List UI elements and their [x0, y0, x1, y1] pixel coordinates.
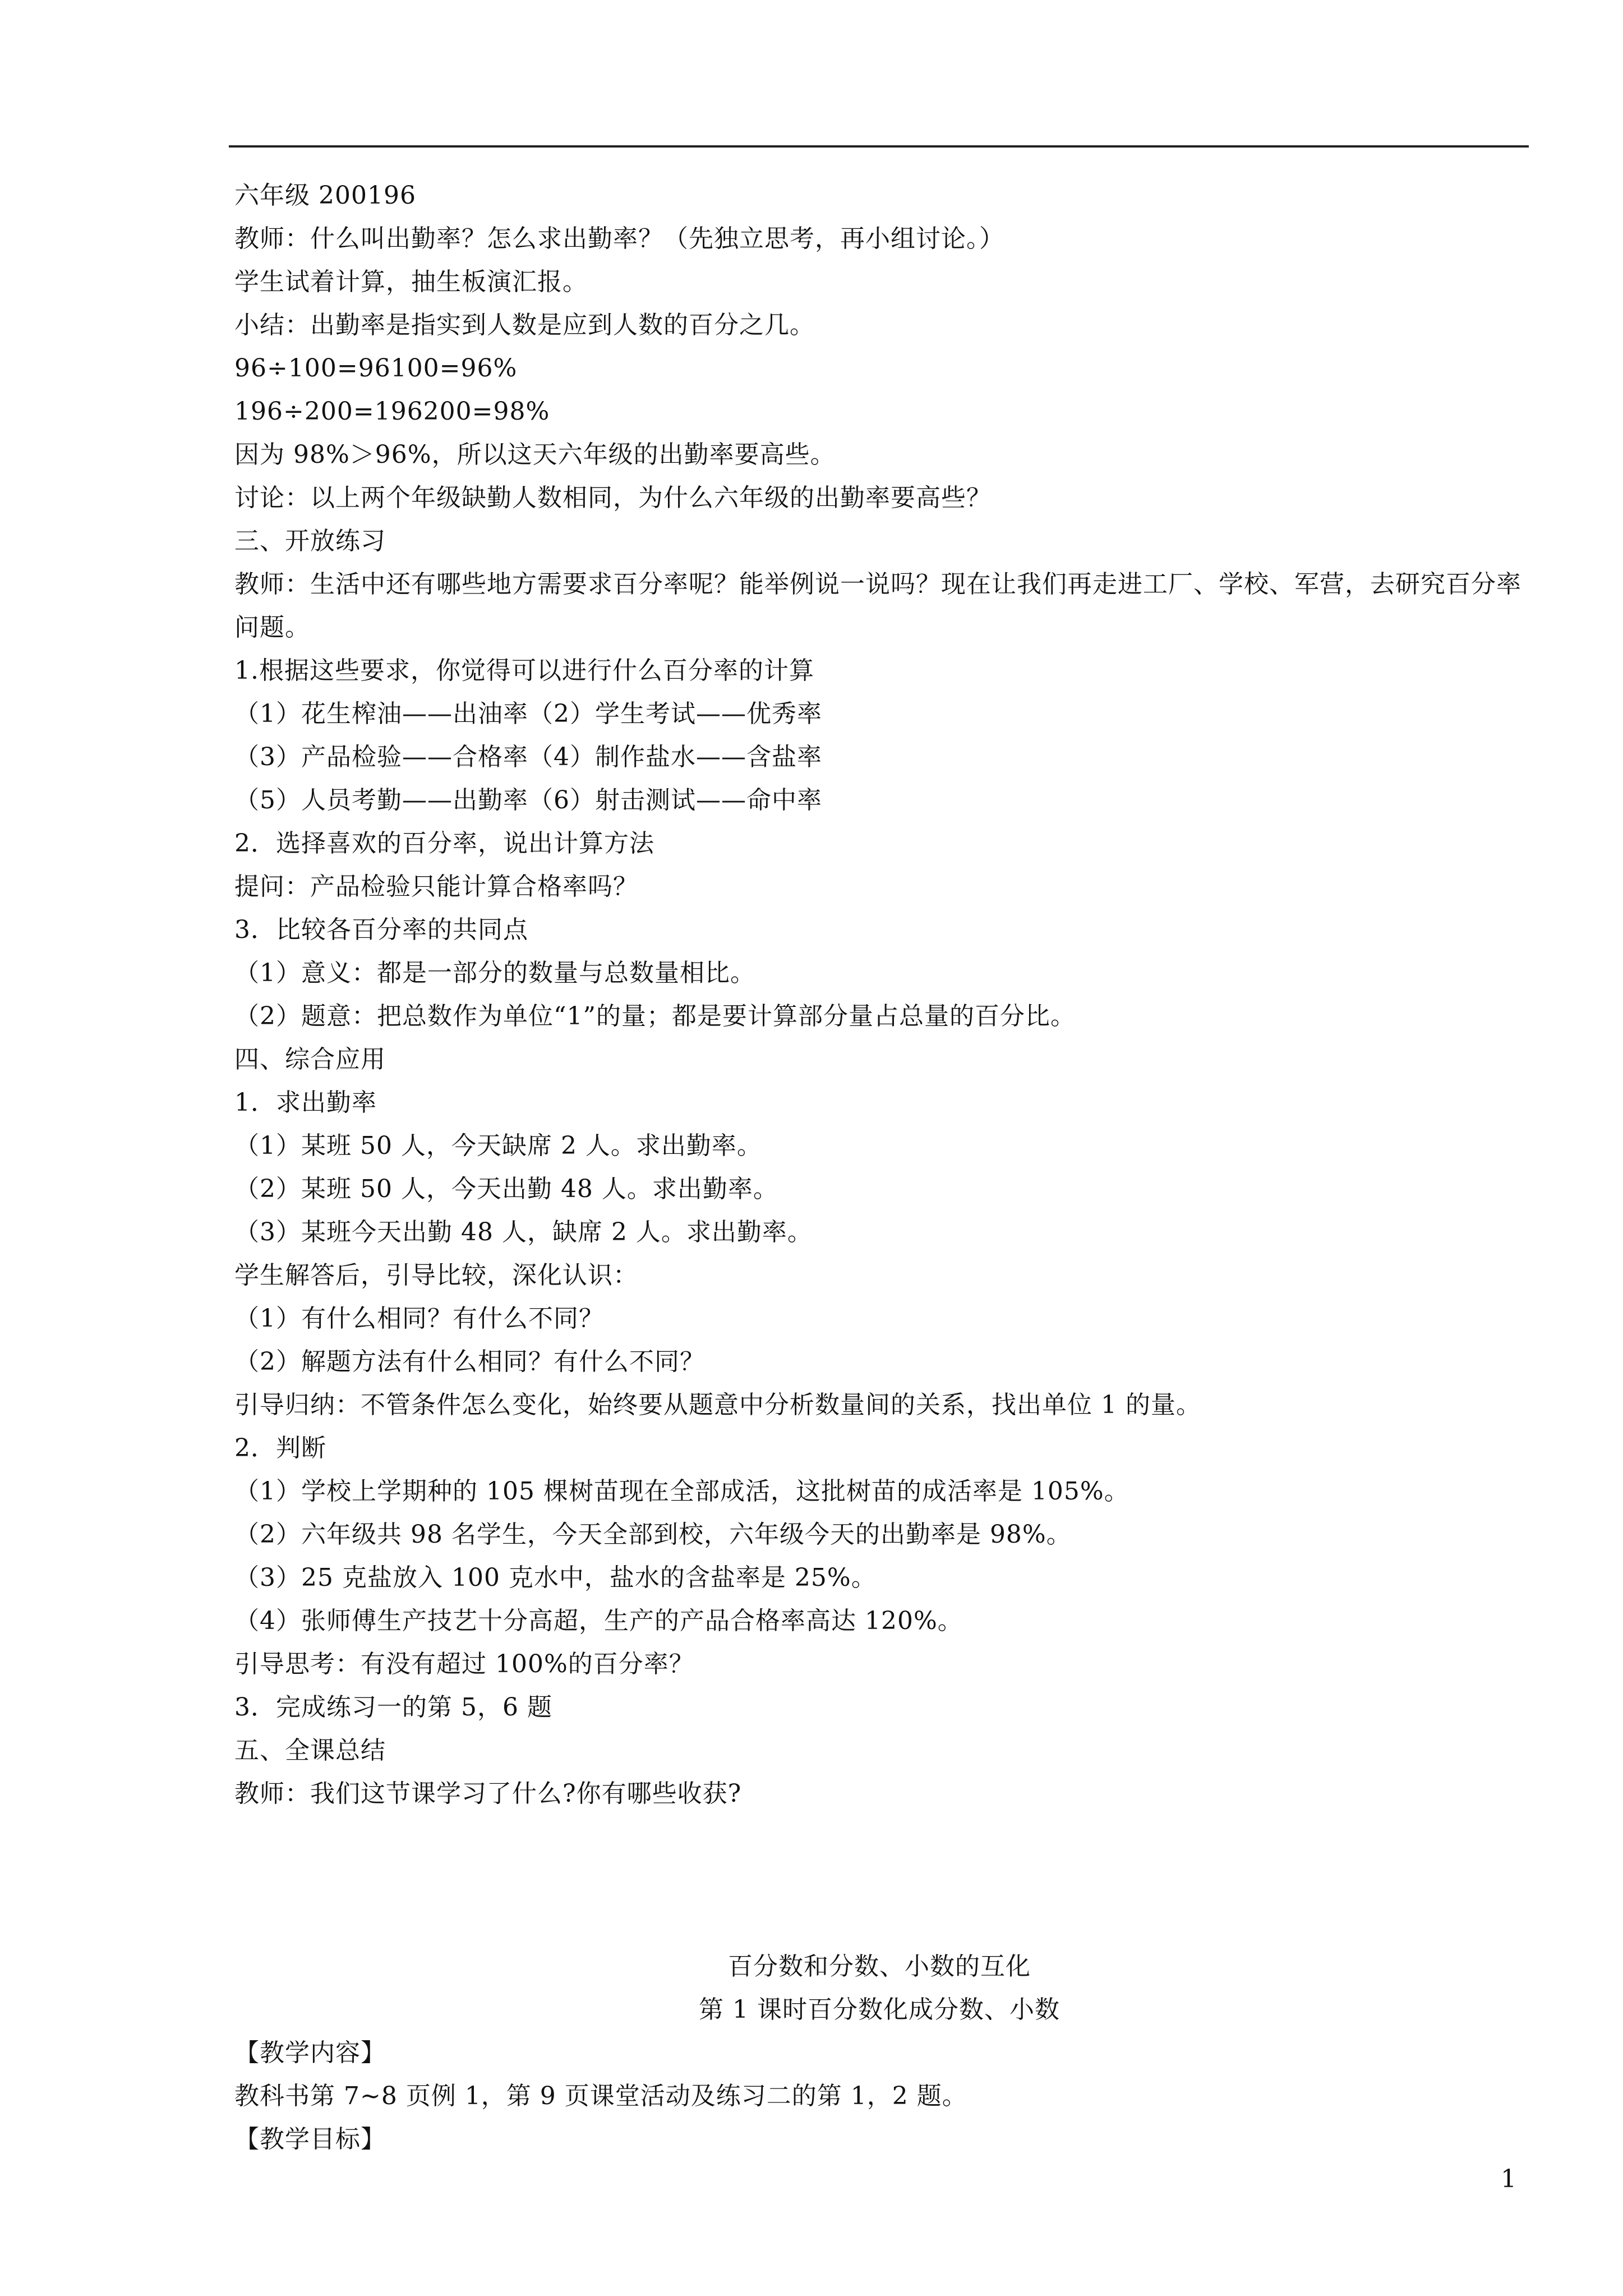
text-line: 1．求出勤率	[234, 1088, 377, 1117]
text-line: 因为 98%＞96%，所以这天六年级的出勤率要高些。	[234, 440, 836, 469]
text-line: （3）25 克盐放入 100 克水中，盐水的含盐率是 25%。	[234, 1563, 877, 1592]
text-line: （1）花生榨油——出油率（2）学生考试——优秀率	[234, 700, 822, 728]
text-line: （1）学校上学期种的 105 棵树苗现在全部成活，这批树苗的成活率是 105%。	[234, 1477, 1129, 1506]
text-line: 学生解答后，引导比较，深化认识：	[234, 1261, 638, 1290]
text-line: （3）某班今天出勤 48 人，缺席 2 人。求出勤率。	[234, 1218, 813, 1246]
paragraph-open-practice: 教师：生活中还有哪些地方需要求百分率呢？能举例说一说吗？现在让我们再走进工厂、学校、军营，去研究百分率问题。	[234, 570, 1521, 642]
text-line: 六年级 200196	[234, 181, 416, 210]
text-line: 小结：出勤率是指实到人数是应到人数的百分之几。	[234, 311, 815, 339]
text-line: 96÷100=96100=96%	[234, 354, 518, 383]
text-line: （2）六年级共 98 名学生，今天全部到校，六年级今天的出勤率是 98%。	[234, 1520, 1072, 1549]
lesson-part-3	[234, 2031, 1524, 2161]
document-body	[234, 174, 1524, 2161]
text-line: 196÷200=196200=98%	[234, 397, 550, 426]
text-line: （1）意义：都是一部分的数量与总数量相比。	[234, 959, 755, 987]
text-line: （2）解题方法有什么相同？有什么不同？	[234, 1347, 705, 1376]
section-title: 百分数和分数、小数的互化	[728, 1952, 1031, 1981]
text-line: （3）产品检验——合格率（4）制作盐水——含盐率	[234, 743, 822, 771]
text-line: 学生试着计算，抽生板演汇报。	[234, 268, 588, 296]
section-spacer	[234, 1815, 1524, 1945]
text-line: 【教学目标】	[234, 2125, 386, 2154]
text-line: 1.根据这些要求，你觉得可以进行什么百分率的计算	[234, 656, 814, 685]
text-line: 讨论：以上两个年级缺勤人数相同，为什么六年级的出勤率要高些？	[234, 484, 992, 512]
text-line: （2）某班 50 人，今天出勤 48 人。求出勤率。	[234, 1175, 778, 1203]
section-subtitle: 第 1 课时百分数化成分数、小数	[699, 1995, 1060, 2024]
text-line: 引导思考：有没有超过 100%的百分率？	[234, 1650, 694, 1678]
text-line: （4）张师傅生产技艺十分高超，生产的产品合格率高达 120%。	[234, 1607, 963, 1635]
text-line: 三、开放练习	[234, 527, 386, 555]
text-line: 引导归纳：不管条件怎么变化，始终要从题意中分析数量间的关系，找出单位 1 的量。	[234, 1391, 1201, 1419]
page-number: 1	[1501, 2165, 1516, 2193]
text-line: 2．判断	[234, 1434, 326, 1462]
text-line: （5）人员考勤——出勤率（6）射击测试——命中率	[234, 786, 822, 815]
lesson-part-2	[234, 649, 1524, 1815]
text-line: 提问：产品检验只能计算合格率吗？	[234, 872, 638, 901]
text-line: 【教学内容】	[234, 2039, 386, 2067]
header-rule	[229, 145, 1529, 148]
text-line: 3．完成练习一的第 5，6 题	[234, 1693, 552, 1722]
text-line: 教科书第 7~8 页例 1，第 9 页课堂活动及练习二的第 1，2 题。	[234, 2082, 967, 2110]
lesson-part-1	[234, 174, 1524, 563]
text-line: 2．选择喜欢的百分率，说出计算方法	[234, 829, 654, 858]
text-line: 教师：什么叫出勤率？怎么求出勤率？（先独立思考，再小组讨论。）	[234, 224, 1004, 253]
text-line: （1）有什么相同？有什么不同？	[234, 1304, 604, 1333]
text-line: （2）题意：把总数作为单位“1”的量；都是要计算部分量占总量的百分比。	[234, 1002, 1076, 1030]
text-line: 教师：我们这节课学习了什么?你有哪些收获?	[234, 1779, 742, 1808]
text-line: 五、全课总结	[234, 1736, 386, 1765]
text-line: （1）某班 50 人，今天缺席 2 人。求出勤率。	[234, 1131, 762, 1160]
text-line: 四、综合应用	[234, 1045, 386, 1074]
text-line: 3．比较各百分率的共同点	[234, 915, 528, 944]
